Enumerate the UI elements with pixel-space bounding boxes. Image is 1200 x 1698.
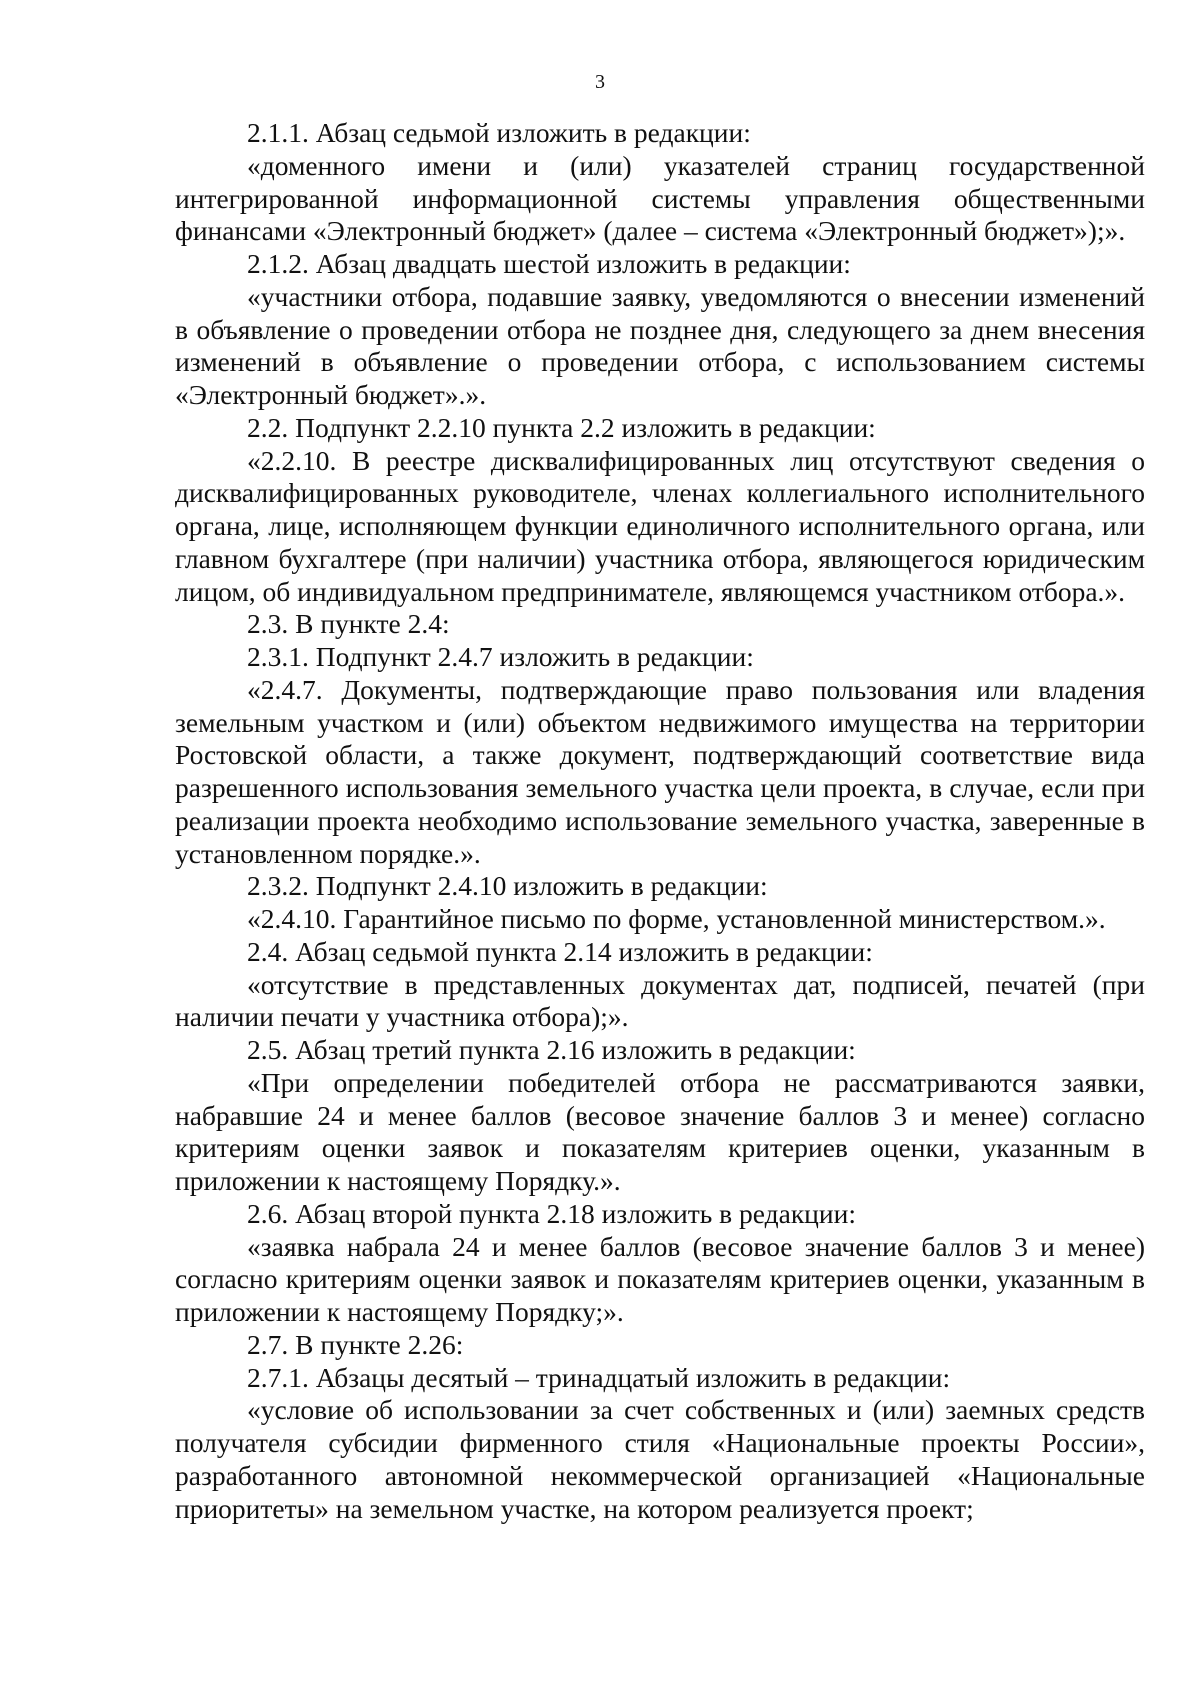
- paragraph: 2.1.1. Абзац седьмой изложить в редакции:: [247, 117, 751, 148]
- paragraph: 2.1.2. Абзац двадцать шестой изложить в редакции:: [247, 248, 851, 279]
- paragraph: «2.4.7. Документы, подтверждающие право пользования или владения земельным участком и (или) объектом недвижимого имущества на территории Ростовской области, а также документ, подтверждающий соответствие вида разрешенного использования земельного участка цели проекта, в случае, если при реализации проекта необходимо использование земельного участка, заверенные в установленном порядке.».: [175, 673, 1145, 869]
- paragraph: 2.2. Подпункт 2.2.10 пункта 2.2 изложить в редакции:: [247, 411, 876, 443]
- paragraph: «При определении победителей отбора не рассматриваются заявки, набравшие 24 и менее баллов (весовое значение баллов 3 и менее) согласно критериям оценки заявок и показателям критериев оценки, указанным в приложении к настоящему Порядку.».: [175, 1066, 1145, 1196]
- paragraph: 2.3.1. Подпункт 2.4.7 изложить в редакции:: [247, 641, 754, 672]
- paragraph: 2.7.1. Абзацы десятый – тринадцатый изложить в редакции:: [247, 1361, 951, 1393]
- paragraph: «условие об использовании за счет собственных и (или) заемных средств получателя субсидии фирменного стиля «Национальные проекты России», разработанного автономной некоммерческой организацией «Национальные приоритеты» на земельном участке, на котором реализуется проект;: [175, 1394, 1145, 1524]
- paragraph: «2.4.10. Гарантийное письмо по форме, установленной министерством.».: [247, 903, 1106, 934]
- paragraph: 2.7. В пункте 2.26:: [247, 1328, 464, 1360]
- paragraph: 2.5. Абзац третий пункта 2.16 изложить в редакции:: [247, 1034, 856, 1065]
- page-number: 3: [595, 71, 605, 93]
- document-body: [175, 117, 1145, 1525]
- paragraph: «отсутствие в представленных документах дат, подписей, печатей (при наличии печати у участника отбора);».: [175, 968, 1145, 1033]
- paragraph: 2.4. Абзац седьмой пункта 2.14 изложить в редакции:: [247, 935, 873, 967]
- paragraph: «2.2.10. В реестре дисквалифицированных лиц отсутствуют сведения о дисквалифицированных руководителе, членах коллегиального исполнительного органа, лице, исполняющем функции единоличного исполнительного органа, или главном бухгалтере (при наличии) участника отбора, являющегося юридическим лицом, об индивидуальном предпринимателе, являющемся участником отбора.».: [175, 444, 1145, 607]
- paragraph: 2.3.2. Подпункт 2.4.10 изложить в редакции:: [247, 870, 768, 902]
- paragraph: 2.3. В пункте 2.4:: [247, 608, 450, 640]
- paragraph: «участники отбора, подавшие заявку, уведомляются о внесении изменений в объявление о проведении отбора не позднее дня, следующего за днем внесения изменений в объявление о проведении отбора, с использованием системы «Электронный бюджет».».: [175, 280, 1145, 410]
- paragraph: 2.6. Абзац второй пункта 2.18 изложить в редакции:: [247, 1197, 856, 1229]
- paragraph: «заявка набрала 24 и менее баллов (весовое значение баллов 3 и менее) согласно критериям оценки заявок и показателям критериев оценки, указанным в приложении к настоящему Порядку;».: [175, 1230, 1145, 1327]
- paragraph: «доменного имени и (или) указателей страниц государственной интегрированной информационной системы управления общественными финансами «Электронный бюджет» (далее – система «Электронный бюджет»);».: [175, 149, 1145, 247]
